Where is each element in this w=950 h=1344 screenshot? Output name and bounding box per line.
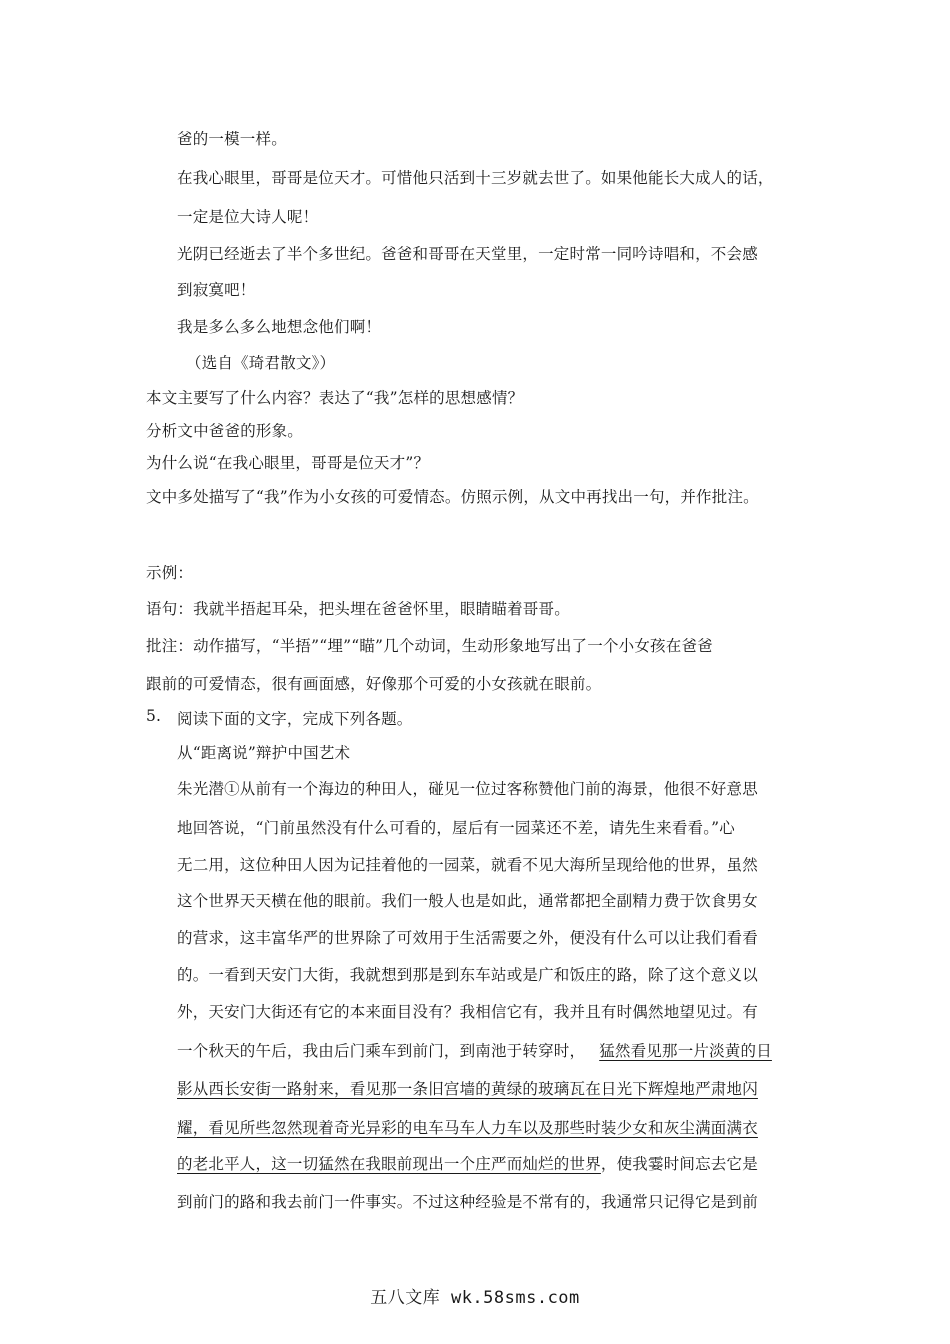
article-line: 无二用，这位种田人因为记挂着他的一园菜，就看不见大海所呈现给他的世界，虽然 bbox=[177, 856, 758, 874]
example-sentence: 语句：我就半捂起耳朵，把头埋在爸爸怀里，眼睛瞄着哥哥。 bbox=[146, 600, 570, 618]
passage-paragraph: 光阴已经逝去了半个多世纪。爸爸和哥哥在天堂里，一定时常一同吟诗唱和，不会感 bbox=[177, 245, 758, 263]
article-line: 地回答说，“门前虽然没有什么可看的，屋后有一园菜还不差，请先生来看看。”心 bbox=[177, 819, 736, 837]
article-line: 这个世界天天横在他的眼前。我们一般人也是如此，通常都把全副精力费于饮食男女 bbox=[177, 892, 758, 910]
article-line bbox=[177, 1077, 758, 1099]
example-note: 跟前的可爱情态，很有画面感，好像那个可爱的小女孩就在眼前。 bbox=[146, 675, 602, 693]
article-line bbox=[177, 1152, 758, 1174]
passage-paragraph: 到寂寞吧！ bbox=[177, 281, 256, 299]
question-5-number: 5. bbox=[146, 707, 162, 725]
question-1: 本文主要写了什么内容？表达了“我”怎样的思想感情？ bbox=[146, 389, 524, 407]
example-label: 示例： bbox=[146, 564, 194, 582]
example-note: 批注：动作描写，“半捂”“埋”“瞄”几个动词，生动形象地写出了一个小女孩在爸爸 bbox=[146, 637, 713, 655]
passage-paragraph: 一定是位大诗人呢！ bbox=[177, 208, 319, 226]
question-3: 为什么说“在我心眼里，哥哥是位天才”？ bbox=[146, 454, 430, 472]
article-title: 从“距离说”辩护中国艺术 bbox=[177, 744, 351, 762]
underlined-text: 耀，看见所些忽然现着奇光异彩的电车马车人力车以及那些时装少女和灰尘满面满衣 bbox=[177, 1119, 758, 1137]
underlined-text: 影从西长安街一路射来，看见那一条旧宫墙的黄绿的玻璃瓦在日光下辉煌地严肃地闪 bbox=[177, 1080, 758, 1098]
passage-paragraph: 在我心眼里，哥哥是位天才。可惜他只活到十三岁就去世了。如果他能长大成人的话， bbox=[177, 169, 774, 187]
passage-paragraph: 爸的一模一样。 bbox=[177, 130, 287, 148]
article-line: 外，天安门大街还有它的本来面目没有？我相信它有，我并且有时偶然地望见过。有 bbox=[177, 1003, 758, 1021]
passage-paragraph: 我是多么多么地想念他们啊！ bbox=[177, 318, 382, 336]
article-line: 到前门的路和我去前门一件事实。不过这种经验是不常有的，我通常只记得它是到前 bbox=[177, 1193, 758, 1211]
question-4: 文中多处描写了“我”作为小女孩的可爱情态。仿照示例，从文中再找出一句，并作批注。 bbox=[146, 488, 759, 506]
article-line: 的营求，这丰富华严的世界除了可效用于生活需要之外，便没有什么可以让我们看看 bbox=[177, 929, 758, 947]
article-text: 一个秋天的午后，我由后门乘车到前门，到南池于转穿时， bbox=[177, 1042, 586, 1060]
page-footer: 五八文库 wk.58sms.com bbox=[370, 1288, 580, 1308]
question-5-instruction: 阅读下面的文字，完成下列各题。 bbox=[177, 710, 413, 728]
question-2: 分析文中爸爸的形象。 bbox=[146, 422, 304, 440]
article-line: 的。一看到天安门大街，我就想到那是到东车站或是广和饭庄的路，除了这个意义以 bbox=[177, 966, 758, 984]
underlined-text: 的老北平人，这一切猛然在我眼前现出一个庄严而灿烂的世界 bbox=[177, 1155, 601, 1173]
article-line bbox=[177, 1039, 772, 1061]
underlined-text: 猛然看见那一片淡黄的日 bbox=[599, 1042, 772, 1060]
article-text: ，使我霎时间忘去它是 bbox=[600, 1155, 758, 1173]
passage-source: （选自《琦君散文》） bbox=[186, 354, 336, 372]
article-line bbox=[177, 1116, 758, 1138]
article-line: 朱光潜①从前有一个海边的种田人，碰见一位过客称赞他门前的海景，他很不好意思 bbox=[177, 780, 758, 798]
